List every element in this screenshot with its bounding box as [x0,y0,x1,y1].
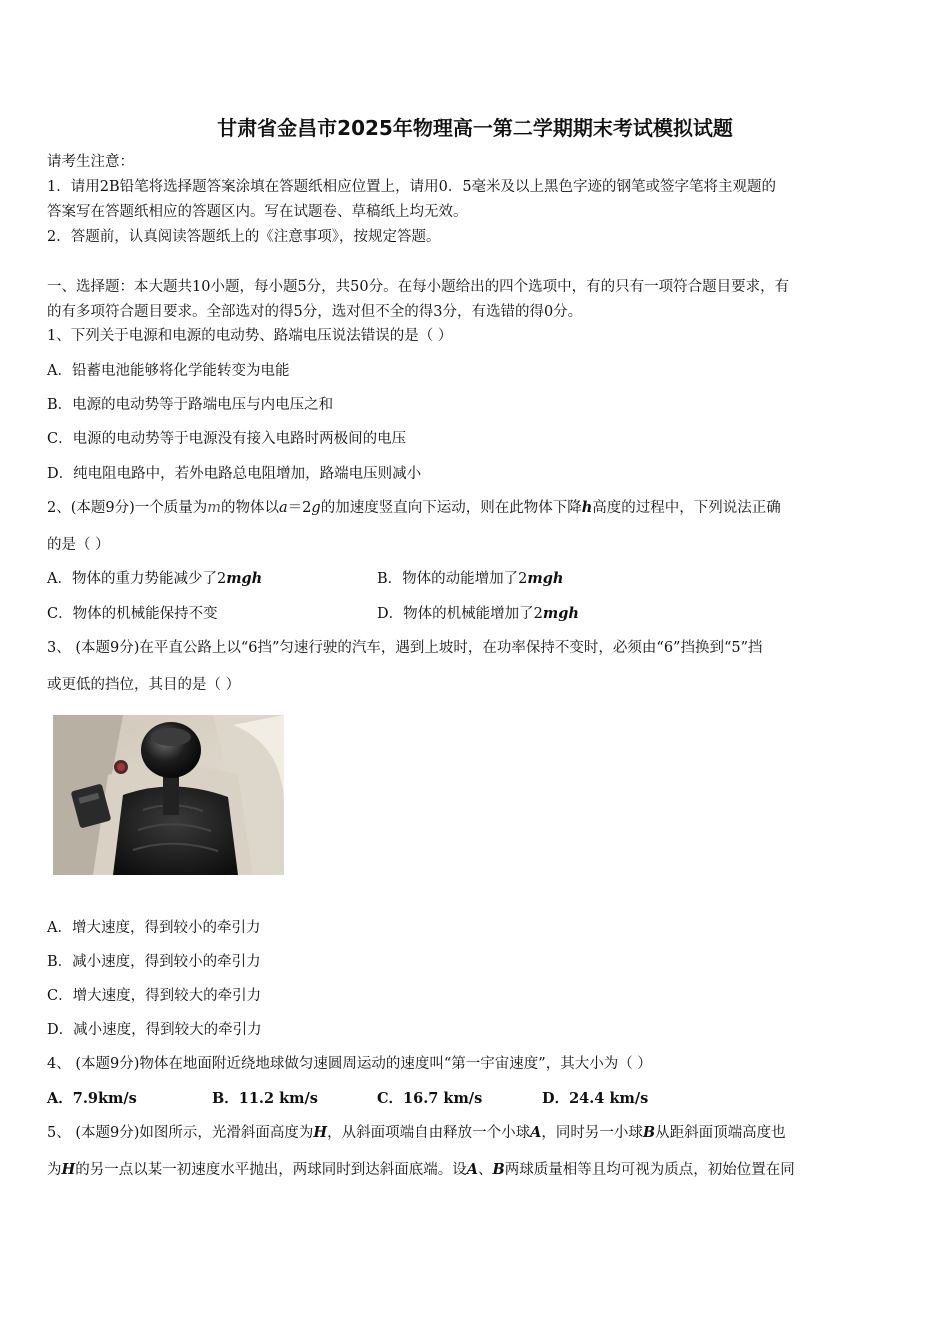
q2-a-value: mgh [226,570,263,587]
q2-b-value: mgh [527,570,564,587]
q5-sep: 、 [477,1162,493,1178]
question-4-option-d: D．24.4 km/s [542,1090,649,1107]
section-instructions-1: 一、选择题：本大题共10小题，每小题5分，共50分。在每小题给出的四个选项中，有的只有一项符合题目要求，有 [47,279,790,295]
question-2-option-c: C．物体的机械能保持不变 [47,606,218,622]
question-4-option-c: C．16.7 km/s [377,1090,483,1107]
gear-shifter-photo [53,715,284,875]
q5-text-c: ，同时另一小球 [541,1125,643,1141]
question-1-option-d: D．纯电阻电路中，若外电路总电阻增加，路端电压则减小 [47,466,422,482]
q2-a-text: A．物体的重力势能减少了2 [47,571,227,587]
section-instructions-2: 的有多项符合题目要求。全部选对的得5分，选对但不全的得3分，有选错的得0分。 [47,304,583,320]
question-4-stem: 4、 (本题9分)物体在地面附近绕地球做匀速圆周运动的速度叫“第一宇宙速度”，其大小为（ ） [47,1056,652,1072]
question-3-option-c: C．增大速度，得到较大的牵引力 [47,988,262,1004]
q2-var-g: g [311,500,321,516]
notice-item-2: 2．答题前，认真阅读答题纸上的《注意事项》，按规定答题。 [47,229,441,245]
question-3-option-d: D．减小速度，得到较大的牵引力 [47,1022,262,1038]
gear-shifter-illustration [53,715,284,875]
question-1-stem: 1、下列关于电源和电源的电动势、路端电压说法错误的是（ ） [47,328,453,344]
question-3-option-b: B．减小速度，得到较小的牵引力 [47,954,261,970]
q2-var-m: m [207,500,222,516]
q2-text-b: 的物体以 [221,500,280,516]
q5-text-f: 的另一点以某一初速度水平抛出，两球同时到达斜面底端。设 [75,1162,467,1178]
q5-text-e: 为 [47,1162,62,1178]
question-3-stem-cont: 或更低的挡位，其目的是（ ） [47,677,241,693]
question-1-option-b: B．电源的电动势等于路端电压与内电压之和 [47,397,334,413]
q2-text-a: 2、(本题9分)一个质量为 [47,500,208,516]
q5-text-a: 5、 (本题9分)如图所示，光滑斜面高度为 [47,1125,314,1141]
q2-text-d: 高度的过程中，下列说法正确 [592,500,781,516]
q5-var-h1: H [313,1124,328,1141]
question-4-option-b: B．11.2 km/s [212,1090,318,1107]
question-1-option-c: C．电源的电动势等于电源没有接入电路时两极间的电压 [47,431,407,447]
question-5-stem [47,1123,907,1143]
question-2-option-d [377,604,579,624]
q5-var-h2: H [61,1161,76,1178]
question-2-stem [47,498,907,518]
question-2-option-a [47,569,262,589]
q2-text-c: 的加速度竖直向下运动，则在此物体下降 [320,500,582,516]
q5-var-b1: B [642,1124,656,1141]
q5-text-g: 两球质量相等且均可视为质点，初始位置在同 [504,1162,795,1178]
notice-item-1a: 1．请用2B铅笔将选择题答案涂填在答题纸相应位置上，请用0．5毫米及以上黑色字迹的钢笔或签字笔将主观题的 [47,179,777,195]
question-5-stem-cont [47,1160,907,1180]
question-3-option-a: A．增大速度，得到较小的牵引力 [47,920,261,936]
q2-d-value: mgh [542,605,579,622]
question-1-option-a: A．铅蓄电池能够将化学能转变为电能 [47,363,290,379]
q2-b-text: B．物体的动能增加了2 [377,571,528,587]
q5-var-a2: A [466,1161,478,1178]
q2-var-a: a [279,500,288,516]
q2-eq: ＝2 [287,500,312,516]
question-4-option-a: A．7.9km/s [47,1090,137,1107]
q5-var-b2: B [492,1161,505,1178]
notice-heading: 请考生注意： [47,154,134,170]
q5-text-d: 从距斜面顶端高度也 [655,1125,786,1141]
page-title: 甘肃省金昌市2025年物理高一第二学期期末考试模拟试题 [217,116,733,140]
question-3-stem: 3、 (本题9分)在平直公路上以“6挡”匀速行驶的汽车，遇到上坡时，在功率保持不变时，必须由“6”挡换到“5”挡 [47,640,763,656]
question-2-option-b [377,569,563,589]
question-2-stem-cont: 的是（ ） [47,537,110,553]
notice-item-1b: 答案写在答题纸相应的答题区内。写在试题卷、草稿纸上均无效。 [47,204,468,220]
q5-text-b: ，从斜面项端自由释放一个小球 [327,1125,531,1141]
q2-var-h: h [581,499,593,516]
q2-d-text: D．物体的机械能增加了2 [377,606,543,622]
q5-var-a1: A [530,1124,542,1141]
